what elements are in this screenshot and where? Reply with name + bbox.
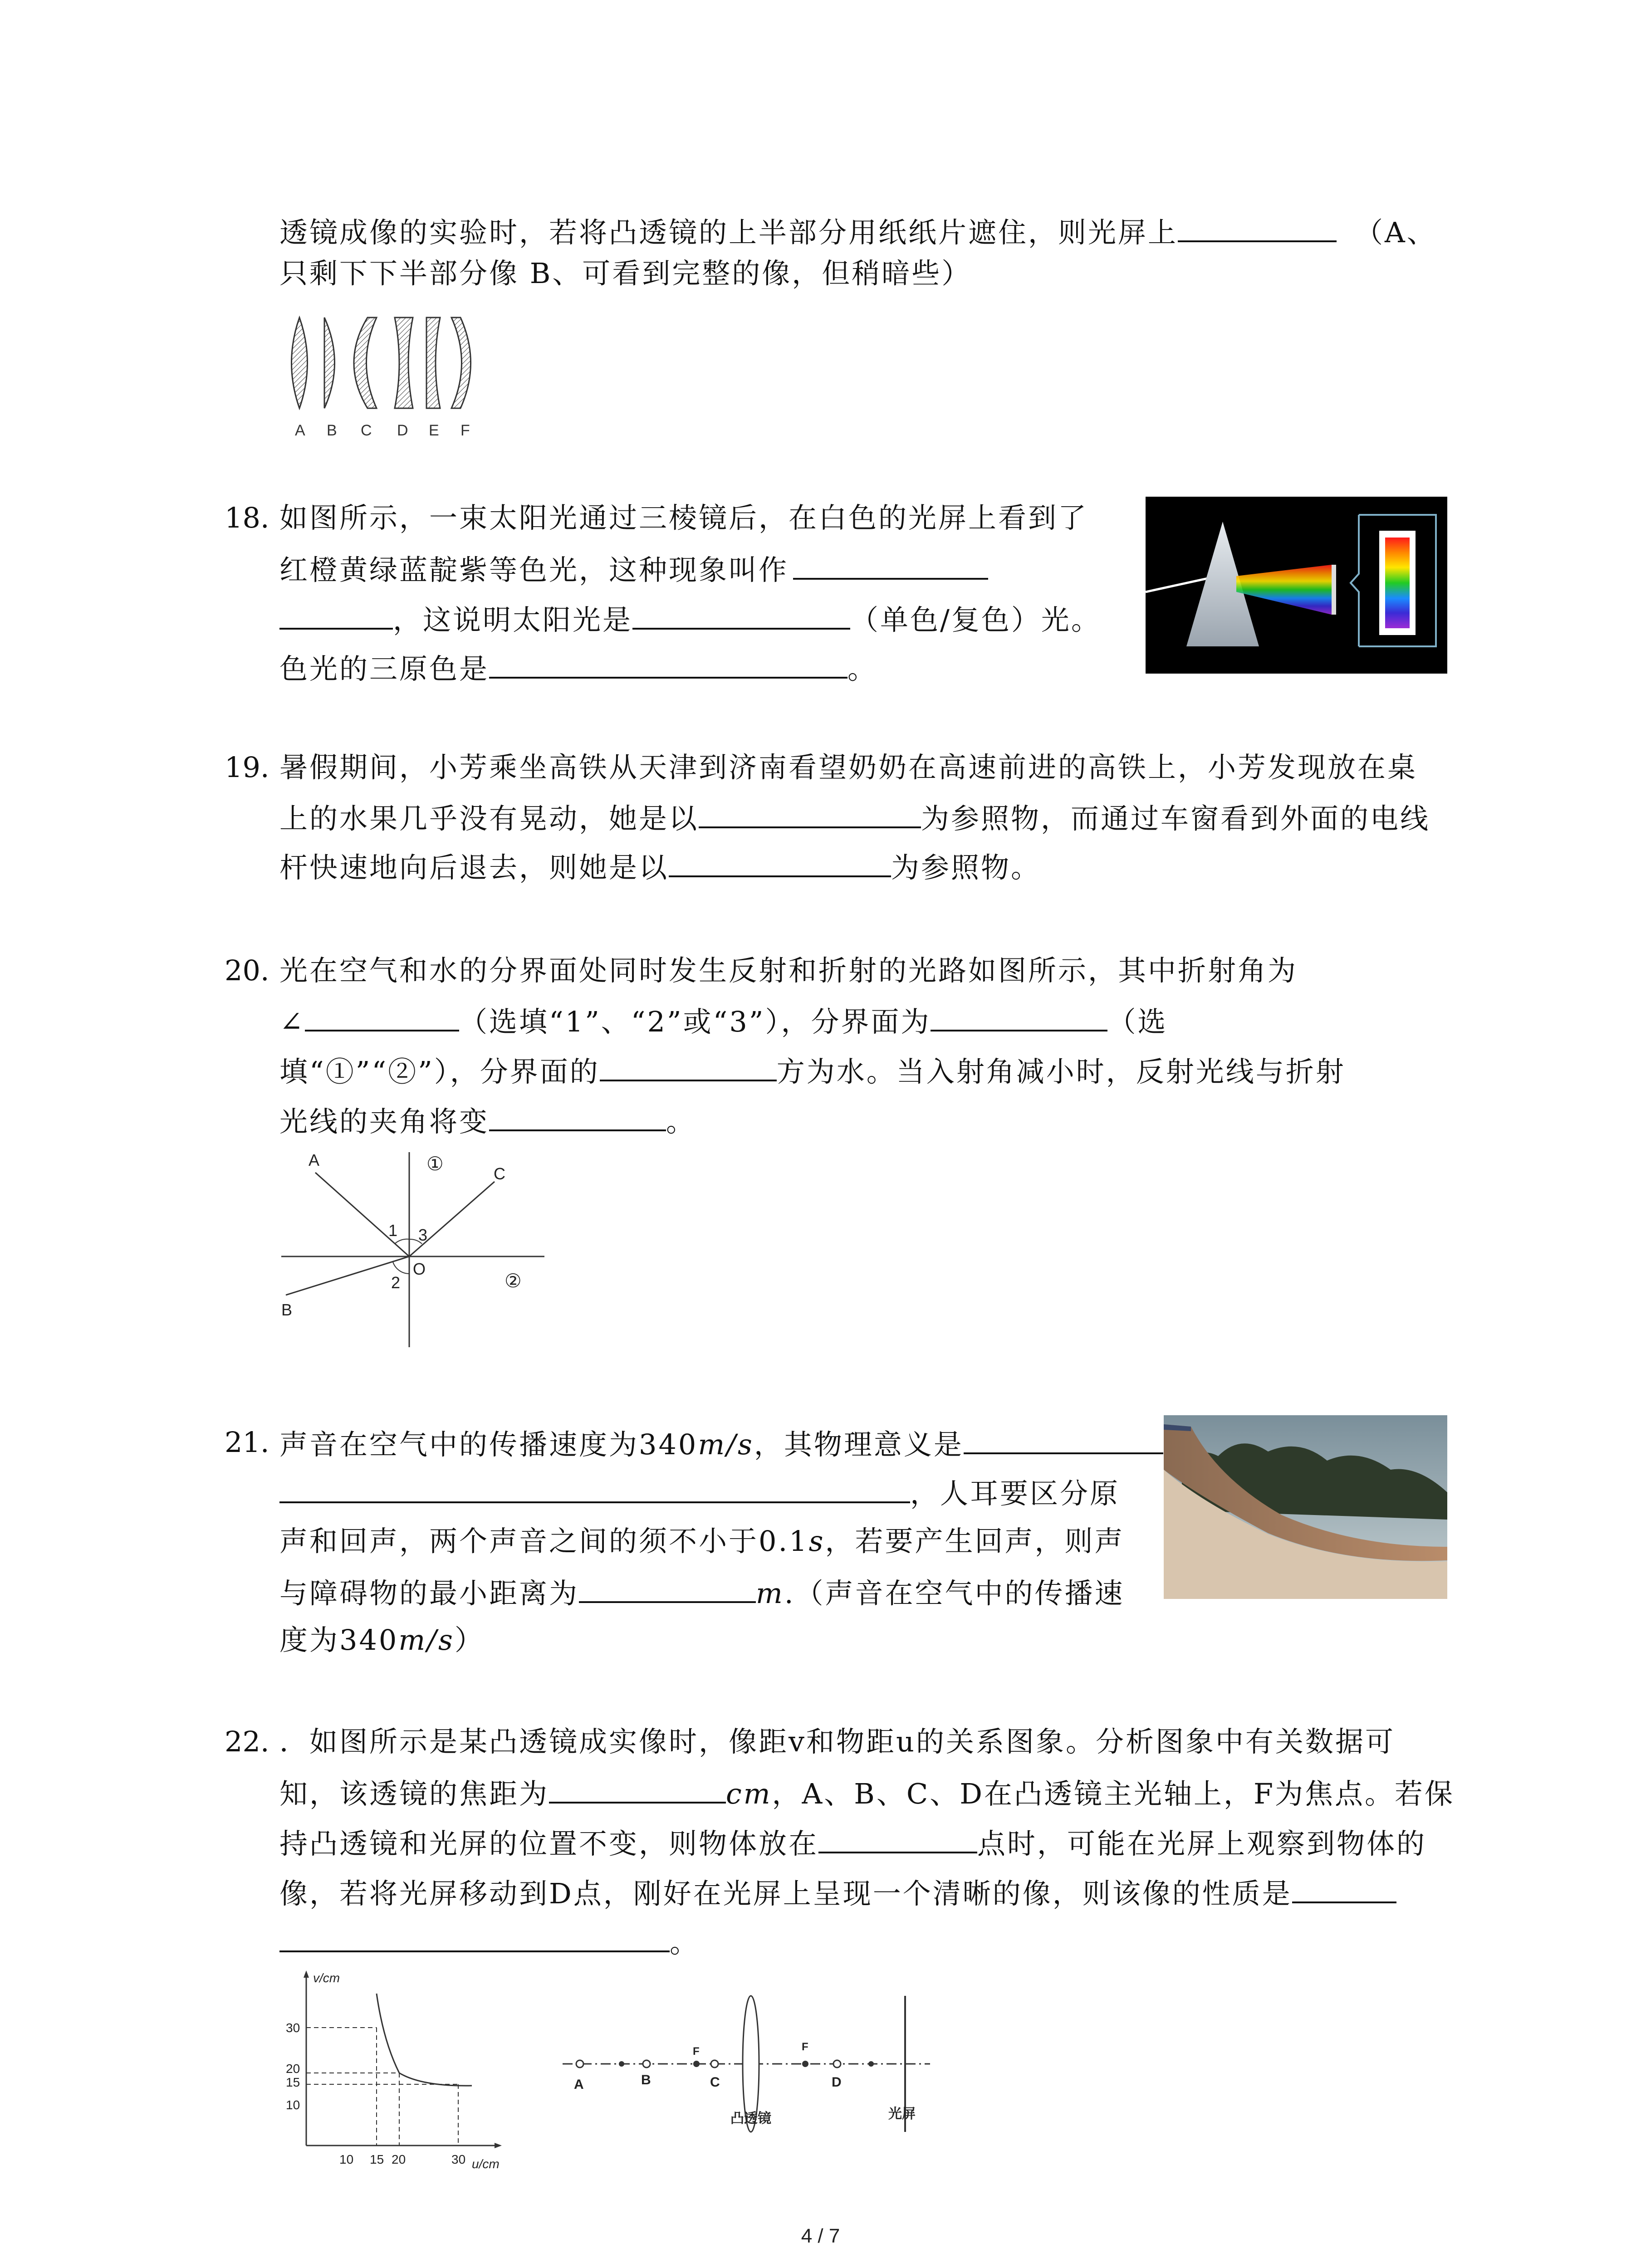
point-c: C (710, 2075, 720, 2090)
q22-blank-point[interactable] (818, 1823, 977, 1853)
echo-wall-photo (1164, 1415, 1447, 1599)
label-b: B (281, 1300, 293, 1319)
x-tick-15: 15 (370, 2152, 384, 2166)
prism-dispersion-figure (1146, 497, 1447, 674)
y-tick-20: 20 (286, 2062, 300, 2076)
y-axis-label: v/cm (313, 1971, 340, 1985)
angle-2: 2 (391, 1273, 401, 1292)
optical-bench-figure (558, 1987, 944, 2141)
lens-f-meniscus (451, 318, 471, 408)
q21-line1: 声音在空气中的传播速度为340m/s，其物理意义是 (279, 1424, 1163, 1463)
q20-blank-change[interactable] (489, 1101, 666, 1131)
q20-number: 20. (225, 954, 269, 987)
lens-label: 凸透镜 (730, 2111, 771, 2126)
refraction-diagram (272, 1143, 563, 1352)
q20-blank-side[interactable] (600, 1051, 777, 1081)
lens-d-biconcave (395, 318, 413, 408)
q20-line2: ∠ （选填“1”、“2”或“3”），分界面为 （选 (279, 1002, 1168, 1040)
region-1: ① (426, 1153, 444, 1174)
q18-line4: 色光的三原色是 。 (279, 649, 877, 687)
lens-label-c: C (361, 422, 372, 439)
page-number: 4 / 7 (801, 2225, 840, 2247)
focus-left: F (693, 2045, 700, 2058)
q20-line4: 光线的夹角将变 。 (279, 1101, 696, 1140)
lens-label-f: F (460, 422, 470, 439)
q20-line3: 填“①”“②”），分界面的 方为水。当入射角减小时，反射光线与折射 (279, 1051, 1346, 1090)
q22-blank-image-nature-cont[interactable] (279, 1922, 670, 1952)
q18-line1: 如图所示，一束太阳光通过三棱镜后，在白色的光屏上看到了 (279, 501, 1088, 534)
q17-line1: 透镜成像的实验时，若将凸透镜的上半部分用纸纸片遮住，则光屏上 （A、 (279, 212, 1437, 251)
lens-label-d: D (397, 422, 408, 439)
x-axis-label: u/cm (472, 2157, 500, 2171)
label-o: O (413, 1260, 426, 1278)
label-c: C (494, 1164, 505, 1183)
q22-blank-image-nature[interactable] (1292, 1873, 1396, 1903)
q21-line2: ，人耳要区分原 (279, 1473, 1120, 1512)
point-a: A (574, 2077, 584, 2092)
lens-label-b: B (327, 422, 337, 439)
lens-label-e: E (429, 422, 439, 439)
focus-right: F (802, 2041, 808, 2053)
q18-line3: ，这说明太阳光是 （单色/复色）光。 (279, 600, 1101, 638)
q18-blank-phenomenon-cont[interactable] (279, 600, 393, 630)
q21-number: 21. (225, 1426, 269, 1459)
q19-number: 19. (225, 751, 269, 784)
q18-blank-primary-colors[interactable] (489, 649, 847, 679)
x-tick-10: 10 (339, 2152, 354, 2166)
q22-line4: 像，若将光屏移动到D点，刚好在光屏上呈现一个清晰的像，则该像的性质是 (279, 1873, 1396, 1912)
q18-blank-light-type[interactable] (632, 600, 850, 630)
ray-oc (409, 1182, 495, 1256)
q21-line5: 度为340m/s） (279, 1623, 485, 1657)
label-a: A (309, 1151, 320, 1169)
spectrum-screen (1385, 538, 1410, 628)
q17-line2: 只剩下下半部分像 B、可看到完整的像，但稍暗些） (279, 257, 972, 290)
y-tick-30: 30 (286, 2021, 300, 2035)
q22-line2: 知，该透镜的焦距为 cm，A、B、C、D在凸透镜主光轴上，F为焦点。若保 (279, 1774, 1455, 1812)
q18-line2: 红橙黄绿蓝靛紫等色光，这种现象叫作 (279, 550, 988, 588)
q21-blank-meaning-cont[interactable] (279, 1473, 910, 1503)
q21-line4: 与障碍物的最小距离为 m.（声音在空气中的传播速 (279, 1573, 1125, 1612)
x-tick-30: 30 (451, 2152, 466, 2166)
y-tick-10: 10 (286, 2098, 300, 2112)
q21-line3: 声和回声，两个声音之间的须不小于0.1s，若要产生回声，则声 (279, 1525, 1125, 1558)
point-b: B (641, 2072, 651, 2087)
angle-1: 1 (388, 1221, 398, 1240)
lens-label-a: A (295, 422, 305, 439)
q19-blank-reference1[interactable] (699, 798, 921, 828)
q20-line1: 光在空气和水的分界面处同时发生反射和折射的光路如图所示，其中折射角为 (279, 954, 1298, 987)
q19-blank-reference2[interactable] (669, 847, 891, 877)
lens-c-meniscus (354, 318, 377, 408)
q22-number: 22. (225, 1725, 269, 1758)
lens-shapes-figure (281, 308, 526, 445)
q20-blank-interface[interactable] (931, 1002, 1107, 1031)
q17-answer-blank[interactable] (1178, 212, 1337, 242)
q22-line5: 。 (279, 1922, 700, 1961)
q18-blank-phenomenon[interactable] (793, 550, 988, 580)
angle-3: 3 (418, 1226, 428, 1244)
screen-label: 光屏 (888, 2107, 916, 2121)
q22-line1: ．如图所示是某凸透镜成实像时，像距v和物距u的关系图象。分析图象中有关数据可 (279, 1725, 1395, 1758)
q21-blank-meaning[interactable] (964, 1424, 1163, 1454)
v-u-graph (272, 1964, 526, 2182)
point-d: D (832, 2075, 842, 2090)
q21-blank-distance[interactable] (579, 1573, 756, 1603)
v-u-curve (377, 1994, 472, 2086)
q19-line3: 杆快速地向后退去，则她是以 为参照物。 (279, 847, 1041, 886)
region-2: ② (505, 1270, 522, 1291)
y-tick-15: 15 (286, 2075, 300, 2089)
q20-blank-angle[interactable] (305, 1002, 459, 1031)
q18-number: 18. (225, 501, 269, 534)
lens-e-planoconcave (426, 318, 440, 408)
q22-blank-focal-length[interactable] (549, 1774, 726, 1804)
q19-line1: 暑假期间，小芳乘坐高铁从天津到济南看望奶奶在高速前进的高铁上，小芳发现放在桌 (279, 751, 1418, 784)
q22-line3: 持凸透镜和光屏的位置不变，则物体放在 点时，可能在光屏上观察到物体的 (279, 1823, 1426, 1862)
x-tick-20: 20 (392, 2152, 406, 2166)
q19-line2: 上的水果几乎没有晃动，她是以 为参照物，而通过车窗看到外面的电线 (279, 798, 1430, 837)
lens-a-biconvex (292, 318, 308, 408)
lens-b-planoconvex (324, 318, 335, 408)
